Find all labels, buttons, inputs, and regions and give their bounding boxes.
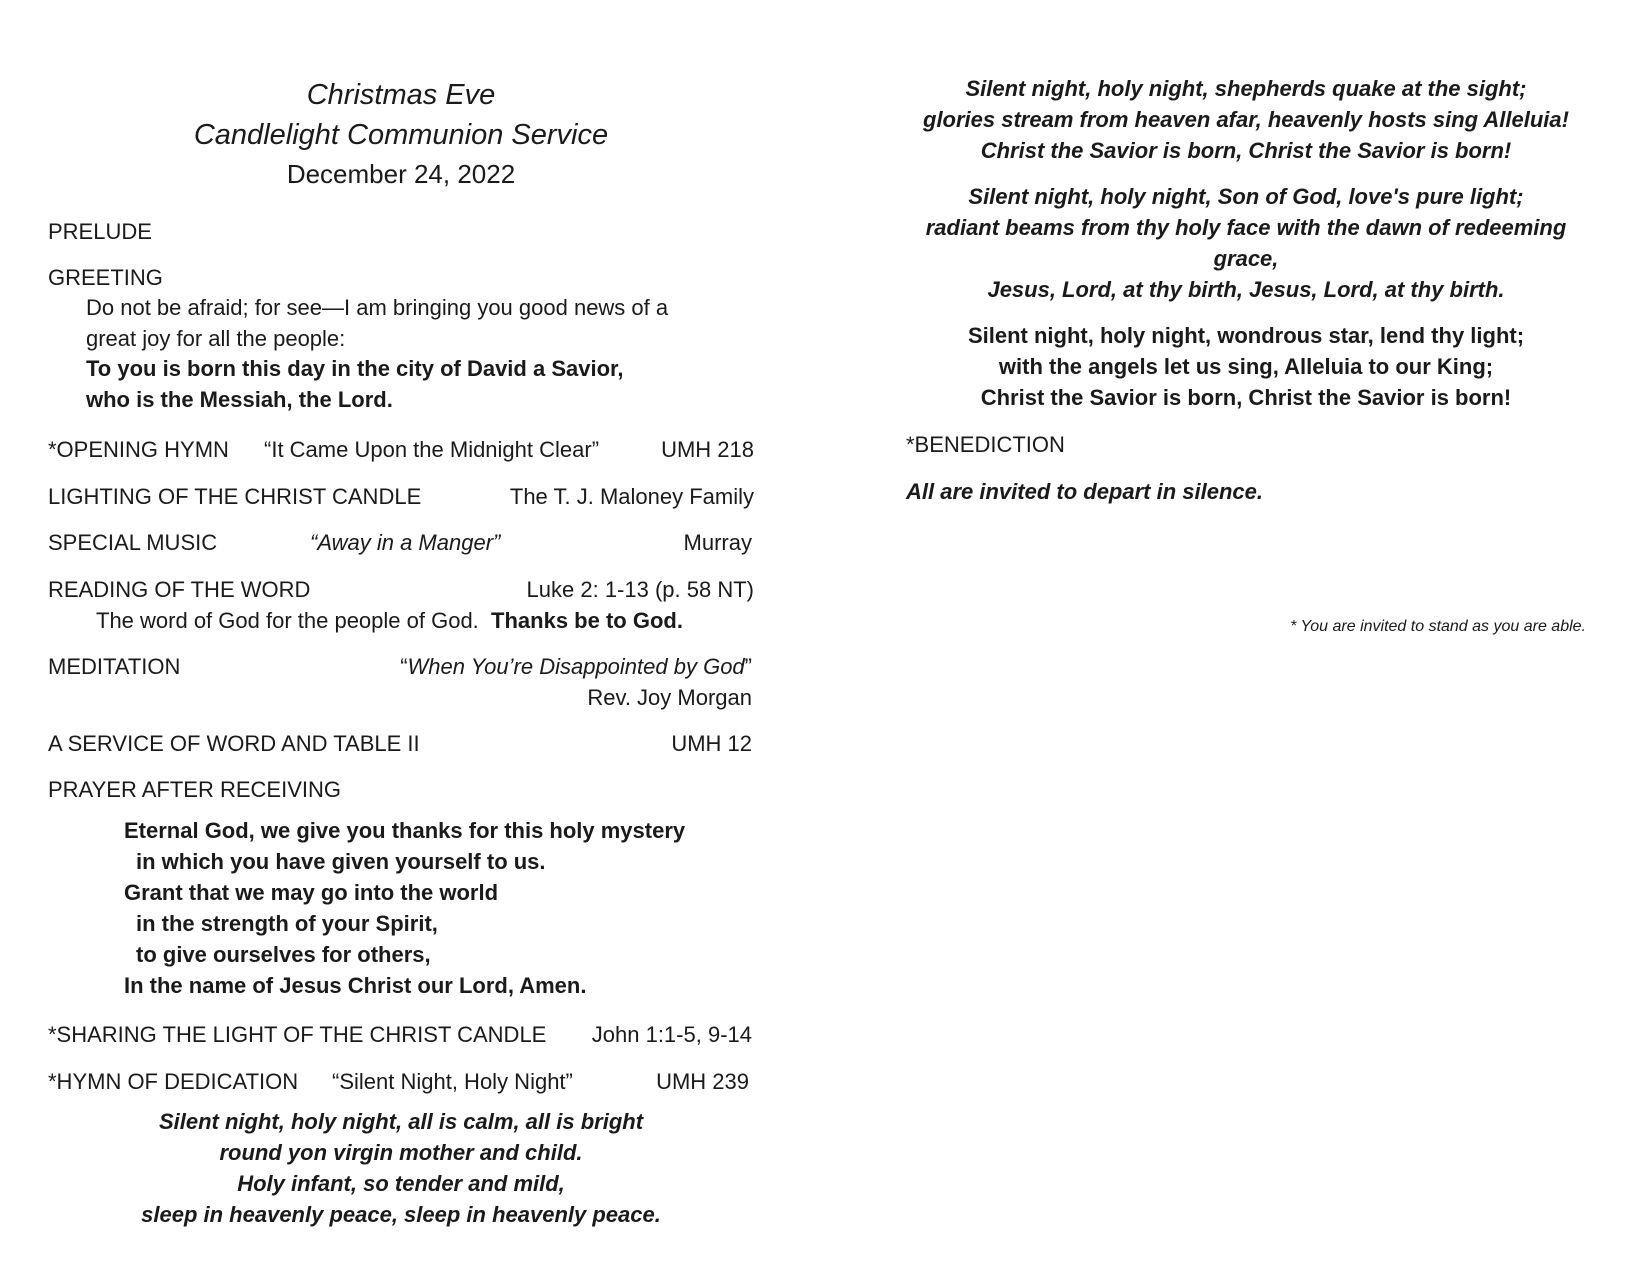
hymn-verse2-line: glories stream from heaven afar, heavenly hosts sing Alleluia! <box>923 107 1569 132</box>
hymn-verse4-line: with the angels let us sing, Alleluia to our King; <box>998 354 1494 379</box>
meditation-speaker: Rev. Joy Morgan <box>587 685 752 710</box>
prayer-line: to give ourselves for others, <box>136 942 431 967</box>
special-music-label: SPECIAL MUSIC <box>48 530 218 555</box>
lighting-family: The T. J. Maloney Family <box>509 484 754 509</box>
reading-reference: Luke 2: 1-13 (p. 58 NT) <box>526 577 754 602</box>
special-music-title: “Away in a Manger” <box>310 530 501 555</box>
hymn-verse4-line: Silent night, holy night, wondrous star, lend thy light; <box>967 323 1525 348</box>
prayer-label: PRAYER AFTER RECEIVING <box>48 777 341 802</box>
hymn-dedication-label: *HYMN OF DEDICATION <box>48 1069 299 1094</box>
hymn-verse1-line: Holy infant, so tender and mild, <box>237 1171 565 1196</box>
service-title-line2: Candlelight Communion Service <box>193 119 609 151</box>
hymn-verse1-line: round yon virgin mother and child. <box>219 1140 583 1165</box>
service-title-line1: Christmas Eve <box>306 79 496 111</box>
hymn-verse3-line: grace, <box>1213 246 1279 271</box>
open-quote: “ <box>400 654 408 679</box>
hymn-verse3-line: Jesus, Lord, at thy birth, Jesus, Lord, at thy birth. <box>987 277 1505 302</box>
reading-statement: The word of God for the people of God. <box>96 608 479 633</box>
prayer-line: in the strength of your Spirit, <box>136 911 438 936</box>
greeting-line: Do not be afraid; for see—I am bringing you good news of a <box>86 295 669 320</box>
hymn-verse1-line: Silent night, holy night, all is calm, all is bright <box>158 1109 644 1134</box>
hymn-dedication-title: “Silent Night, Holy Night” <box>332 1069 573 1094</box>
sharing-light-label: *SHARING THE LIGHT OF THE CHRIST CANDLE <box>48 1022 547 1047</box>
meditation-title <box>400 653 752 681</box>
greeting-heading: GREETING <box>48 265 163 290</box>
prayer-line: In the name of Jesus Christ our Lord, Amen. <box>124 973 587 998</box>
reading-line <box>96 607 683 635</box>
hymn-verse3-line: radiant beams from thy holy face with the dawn of redeeming <box>925 215 1567 240</box>
greeting-response: who is the Messiah, the Lord. <box>86 387 393 412</box>
greeting-line: great joy for all the people: <box>86 326 346 351</box>
meditation-title-text: When You’re Disappointed by God <box>407 654 745 679</box>
prayer-line: in which you have given yourself to us. <box>136 849 546 874</box>
service-date: December 24, 2022 <box>286 159 516 189</box>
reading-response: Thanks be to God. <box>491 608 683 633</box>
benediction-label: *BENEDICTION <box>906 432 1065 457</box>
hymn-verse3-line: Silent night, holy night, Son of God, love's pure light; <box>968 184 1524 209</box>
prelude-heading: PRELUDE <box>48 219 152 244</box>
close-quote: ” <box>744 654 752 679</box>
word-table-label: A SERVICE OF WORD AND TABLE II <box>48 731 420 756</box>
meditation-label: MEDITATION <box>48 654 181 679</box>
hymn-verse4-line: Christ the Savior is born, Christ the Savior is born! <box>980 385 1512 410</box>
hymn-verse2-line: Silent night, holy night, shepherds quake at the sight; <box>965 76 1527 101</box>
lighting-label: LIGHTING OF THE CHRIST CANDLE <box>48 484 422 509</box>
word-table-number: UMH 12 <box>671 731 752 756</box>
prayer-line: Grant that we may go into the world <box>124 880 499 905</box>
greeting-response: To you is born this day in the city of David a Savior, <box>86 356 624 381</box>
opening-hymn-label: *OPENING HYMN <box>48 437 229 462</box>
standing-footnote: * You are invited to stand as you are able. <box>1290 618 1586 635</box>
hymn-dedication-number: UMH 239 <box>656 1069 749 1094</box>
depart-instruction: All are invited to depart in silence. <box>906 479 1263 504</box>
hymn-verse1-line: sleep in heavenly peace, sleep in heavenly peace. <box>141 1202 661 1227</box>
reading-label: READING OF THE WORD <box>48 577 311 602</box>
opening-hymn-title: “It Came Upon the Midnight Clear” <box>264 437 600 462</box>
sharing-light-reference: John 1:1-5, 9-14 <box>591 1022 752 1047</box>
hymn-verse2-line: Christ the Savior is born, Christ the Savior is born! <box>980 138 1512 163</box>
opening-hymn-number: UMH 218 <box>661 437 754 462</box>
prayer-line: Eternal God, we give you thanks for this holy mystery <box>124 818 686 843</box>
special-music-composer: Murray <box>683 530 752 555</box>
